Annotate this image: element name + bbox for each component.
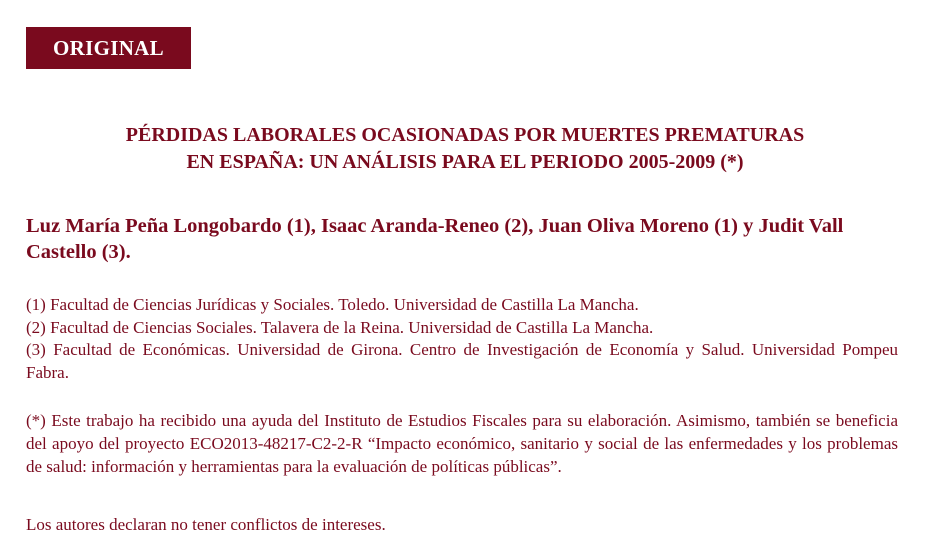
title-line-1: PÉRDIDAS LABORALES OCASIONADAS POR MUERTES PREMATURAS (125, 124, 805, 146)
article-title (0, 122, 930, 176)
affiliation-1: (1) Facultad de Ciencias Jurídicas y Sociales. Toledo. Universidad de Castilla La Mancha. (26, 295, 639, 314)
funding-note: (*) Este trabajo ha recibido una ayuda del Instituto de Estudios Fiscales para su elaboración. Asimismo, también se beneficia del apoyo del proyecto ECO2013-48217-C2-2-R “Impacto económico, sanitario y social de las enfermedades y los problemas de salud: información y herramientas para la evaluación de políticas públicas”. (26, 411, 898, 476)
author-list: Luz María Peña Longobardo (1), Isaac Aranda-Reneo (2), Juan Oliva Moreno (1) y Judit Vall Castello (3). (26, 215, 844, 263)
affiliation-3: (3) Facultad de Económicas. Universidad de Girona. Centro de Investigación de Economía y Salud. Universidad Pompeu Fabra. (26, 340, 898, 382)
affiliation-2: (2) Facultad de Ciencias Sociales. Talavera de la Reina. Universidad de Castilla La Mancha. (26, 317, 654, 337)
title-line-2: EN ESPAÑA: UN ANÁLISIS PARA EL PERIODO 2005-2009 (*) (186, 151, 744, 173)
article-type-badge: ORIGINAL (26, 27, 191, 69)
affiliations (26, 294, 898, 384)
conflict-of-interest-statement: Los autores declaran no tener conflictos de intereses. (26, 515, 386, 534)
